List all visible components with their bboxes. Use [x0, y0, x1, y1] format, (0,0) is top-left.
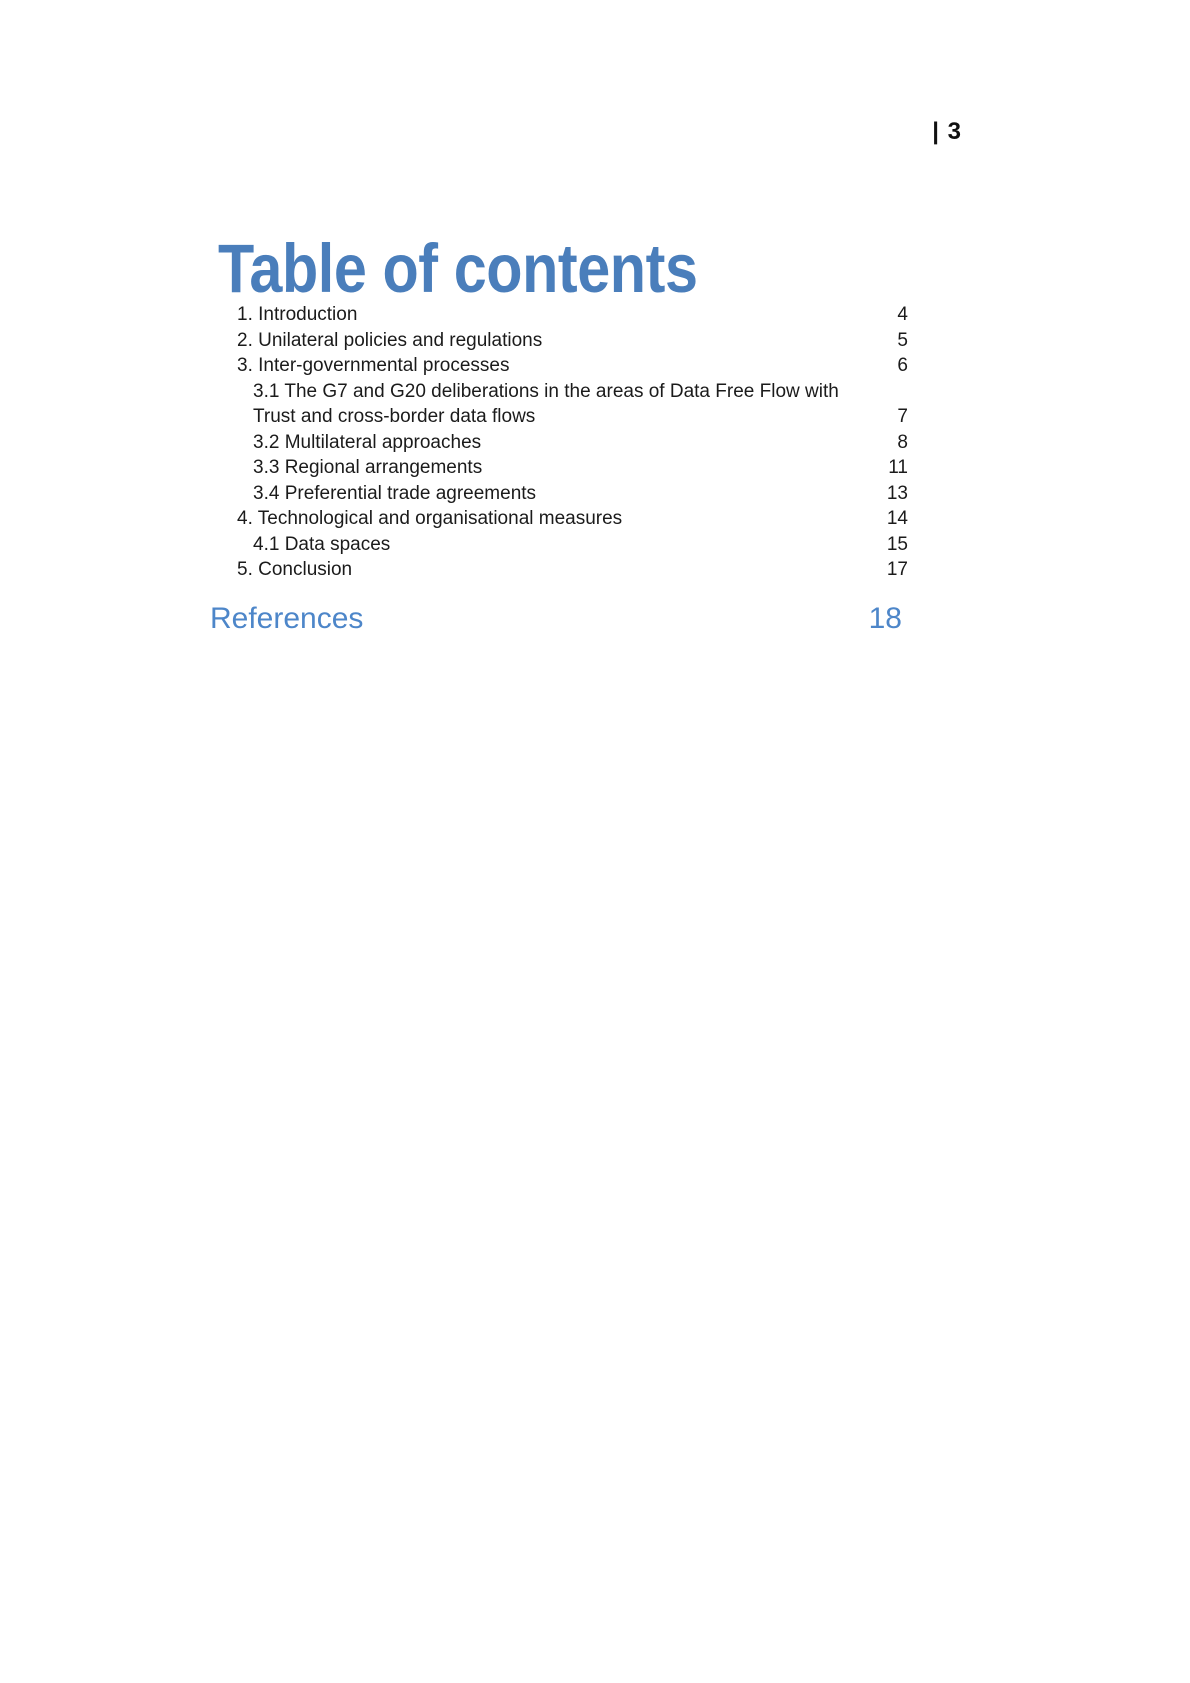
toc-entry[interactable] — [237, 430, 908, 456]
toc-entry-label: 3. Inter-governmental processes — [237, 355, 510, 376]
toc-entry[interactable] — [237, 328, 908, 354]
page-number: | 3 — [932, 118, 962, 145]
toc-entry[interactable] — [237, 532, 908, 558]
toc-entry-page: 4 — [897, 304, 908, 325]
toc-entry[interactable] — [237, 557, 908, 583]
toc-entry-label: 4. Technological and organisational measures — [237, 508, 623, 529]
toc-entry[interactable] — [237, 379, 908, 405]
toc-entry-label: 3.1 The G7 and G20 deliberations in the areas of Data Free Flow with — [253, 380, 839, 402]
toc-entry-label: 3.3 Regional arrangements — [253, 457, 483, 478]
toc-entry-page: 17 — [886, 559, 908, 580]
toc-entry-label: 5. Conclusion — [237, 559, 353, 580]
references-entry[interactable] — [210, 602, 902, 636]
toc-entry-page: 15 — [886, 533, 908, 555]
toc-entry[interactable] — [237, 404, 908, 430]
toc-entry-label: 3.4 Preferential trade agreements — [253, 482, 537, 504]
toc-entry-page: 5 — [897, 329, 908, 351]
references-page: 18 — [868, 602, 902, 635]
toc-entry[interactable] — [237, 506, 908, 532]
toc-entry[interactable] — [237, 302, 908, 328]
toc-entry-page: 6 — [897, 355, 908, 376]
toc-entry-label: 2. Unilateral policies and regulations — [237, 329, 543, 351]
toc-list — [237, 302, 908, 583]
toc-entry-page: 8 — [897, 431, 908, 453]
toc-entry-page: 14 — [886, 508, 908, 529]
toc-entry[interactable] — [237, 481, 908, 507]
toc-entry-label: 4.1 Data spaces — [253, 533, 391, 555]
toc-entry[interactable] — [237, 353, 908, 379]
toc-entry-page: 7 — [897, 406, 908, 427]
toc-entry-label: Trust and cross-border data flows — [253, 406, 536, 427]
references-label: References — [210, 602, 364, 635]
toc-entry-label: 1. Introduction — [237, 304, 358, 325]
toc-entry-page: 13 — [886, 482, 908, 504]
toc-entry-page: 11 — [888, 457, 908, 478]
page-title: Table of contents — [218, 230, 698, 308]
toc-entry-label: 3.2 Multilateral approaches — [253, 431, 482, 453]
toc-entry[interactable] — [237, 455, 908, 481]
